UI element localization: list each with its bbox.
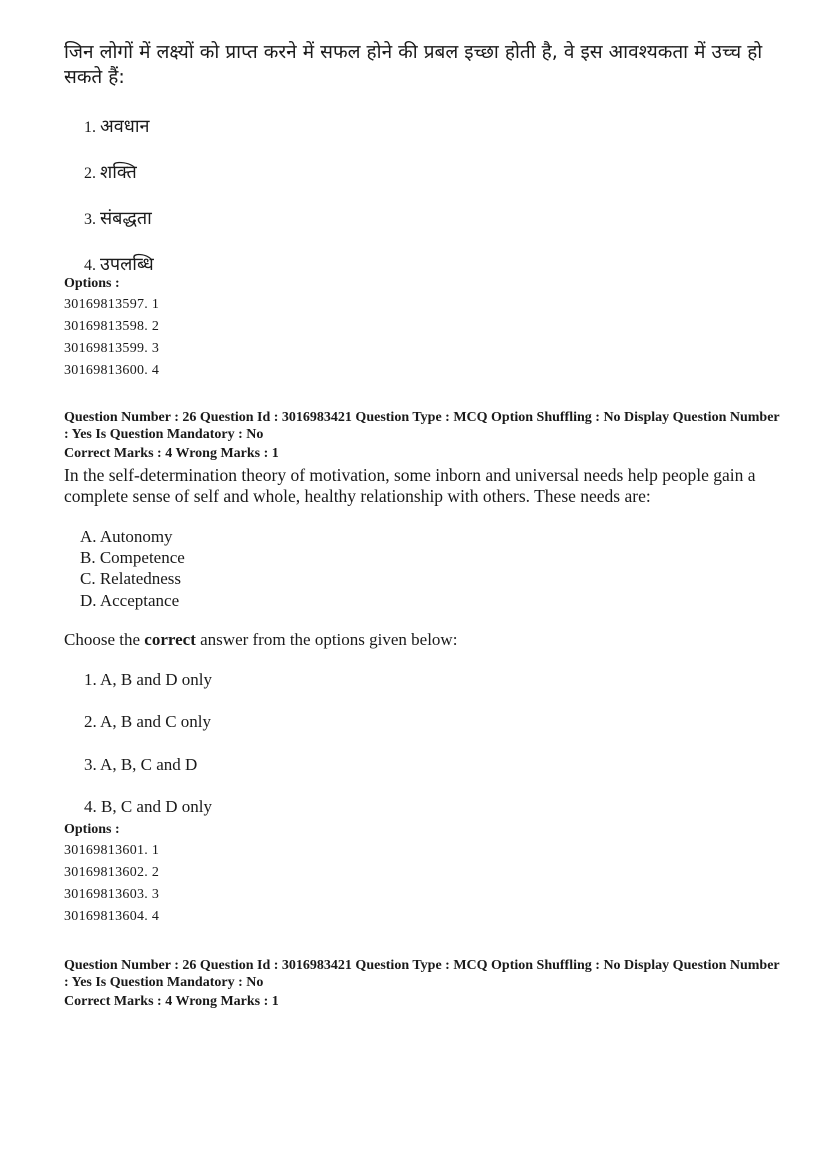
statement-item: B. Competence: [80, 548, 185, 567]
option-1: 1. अवधान: [84, 116, 150, 137]
statement-item: A. Autonomy: [80, 527, 173, 546]
question-text-hindi: जिन लोगों में लक्ष्यों को प्राप्त करने में सफल होने की प्रबल इच्छा होती है, वे इस आवश्यकता में उच्च हो सकते हैं:: [64, 41, 763, 88]
option-2: 2. शक्ति: [84, 162, 137, 183]
question-marks: Correct Marks : 4 Wrong Marks : 1: [64, 994, 279, 1009]
statement-item: D. Acceptance: [80, 591, 180, 610]
option-1: 1. A, B and D only: [84, 670, 212, 689]
question-marks: Correct Marks : 4 Wrong Marks : 1: [64, 446, 279, 461]
option-3: 3. संबद्धता: [84, 208, 152, 229]
options-label: Options :: [64, 822, 120, 837]
option-id: 30169813599. 3: [64, 341, 160, 356]
option-id: 30169813598. 2: [64, 319, 160, 334]
choose-instruction: Choose the correct answer from the options given below:: [64, 630, 458, 649]
options-label: Options :: [64, 276, 120, 291]
option-3: 3. A, B, C and D: [84, 755, 198, 774]
question-meta: Question Number : 26 Question Id : 3016983421 Question Type : MCQ Option Shuffling : No Display Question Number : Yes Is Question Mandatory : No: [64, 410, 780, 442]
option-id: 30169813602. 2: [64, 865, 160, 880]
option-2: 2. A, B and C only: [84, 712, 212, 731]
question-text: In the self-determination theory of motivation, some inborn and universal needs help people gain a complete sense of self and whole, healthy relationship with others. These needs are:: [64, 465, 756, 506]
option-id: 30169813601. 1: [64, 843, 160, 858]
option-id: 30169813604. 4: [64, 909, 160, 924]
statement-item: C. Relatedness: [80, 569, 182, 588]
option-4: 4. उपलब्धि: [84, 254, 154, 275]
option-id: 30169813597. 1: [64, 297, 160, 312]
option-4: 4. B, C and D only: [84, 797, 212, 816]
option-id: 30169813600. 4: [64, 363, 160, 378]
question-meta: Question Number : 26 Question Id : 3016983421 Question Type : MCQ Option Shuffling : No Display Question Number : Yes Is Question Mandatory : No: [64, 958, 780, 990]
option-id: 30169813603. 3: [64, 887, 160, 902]
